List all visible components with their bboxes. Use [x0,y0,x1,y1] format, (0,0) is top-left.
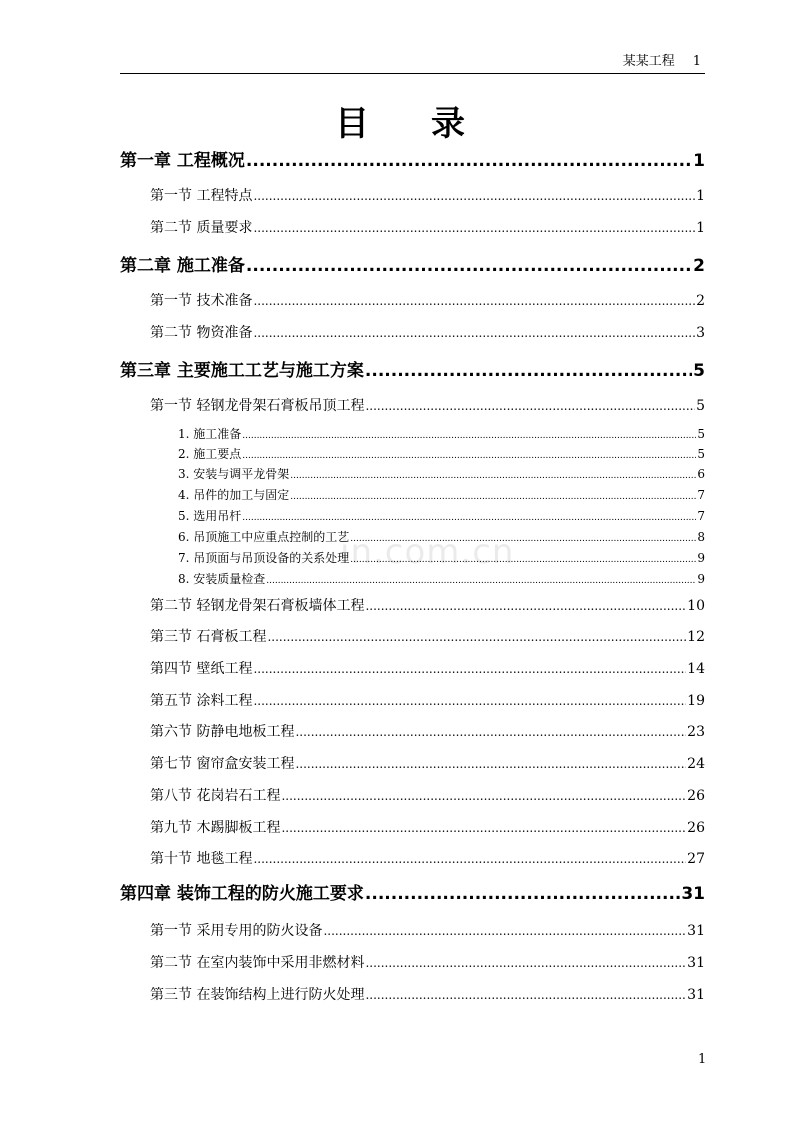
toc-entry-page: 14 [687,661,705,677]
toc-dot-leader [246,150,692,172]
toc-entry-page: 3 [696,325,705,341]
toc-entry-label: 第二节 在室内装饰中采用非燃材料 [150,955,365,971]
toc-dot-leader [290,489,696,505]
toc-dot-leader [267,627,686,647]
toc-entry-label: 6. 吊顶施工中应重点控制的工艺 [178,530,350,544]
toc-entry-label: 3. 安装与调平龙骨架 [178,467,290,481]
toc-entry-page: 31 [687,987,705,1003]
toc-entry[interactable] [150,596,705,616]
toc-dot-leader [365,985,686,1005]
toc-dot-leader [281,786,686,806]
toc-entry-label: 第六节 防静电地板工程 [150,724,295,740]
toc-dot-leader [246,255,692,277]
header-page-number: 1 [692,54,701,69]
toc-entry[interactable] [120,255,705,277]
toc-entry[interactable] [150,818,705,838]
toc-entry[interactable] [120,150,705,172]
toc-dot-leader [295,722,686,742]
toc-entry-label: 8. 安装质量检查 [178,572,266,586]
toc-entry[interactable] [150,754,705,774]
toc-entry-label: 第二章 施工准备 [120,256,245,276]
toc-entry[interactable] [120,360,705,382]
toc-entry-label: 第三节 石膏板工程 [150,629,267,645]
toc-dot-leader [253,291,695,311]
toc-entry[interactable] [150,953,705,973]
toc-entry[interactable] [150,291,705,311]
toc-entry[interactable] [178,426,705,444]
toc-entry-page: 5 [696,398,705,414]
toc-entry-page: 27 [687,851,705,867]
toc-entry-page: 31 [681,884,705,904]
toc-dot-leader [323,921,686,941]
toc-entry[interactable] [120,883,705,905]
toc-entry[interactable] [150,627,705,647]
toc-entry[interactable] [150,985,705,1005]
toc-dot-leader [253,691,686,711]
toc-entry-label: 5. 选用吊杆 [178,509,242,523]
toc-dot-leader [266,573,696,589]
toc-entry[interactable] [150,218,705,238]
toc-dot-leader [365,953,686,973]
toc-entry-page: 10 [687,598,705,614]
toc-entry-page: 5 [693,361,705,381]
toc-entry-page: 9 [697,572,705,586]
toc-dot-leader [365,596,686,616]
toc-entry-label: 1. 施工准备 [178,427,242,441]
toc-dot-leader [242,448,696,464]
toc-entry-label: 第三节 在装饰结构上进行防火处理 [150,987,365,1003]
toc-entry-label: 第八节 花岗岩石工程 [150,788,281,804]
toc-entry-page: 5 [697,427,705,441]
toc-entry-page: 5 [697,447,705,461]
toc-entry-page: 24 [687,756,705,772]
toc-entry-page: 1 [696,188,705,204]
toc-entry-page: 1 [693,151,705,171]
toc-entry[interactable] [150,396,705,416]
toc-entry-page: 8 [697,530,705,544]
toc-entry-page: 6 [697,467,705,481]
toc-entry[interactable] [178,446,705,464]
toc-dot-leader [253,659,686,679]
toc-entry-label: 第一节 工程特点 [150,188,253,204]
toc-entry[interactable] [150,722,705,742]
toc-entry-page: 9 [697,551,705,565]
toc-dot-leader [281,818,686,838]
toc-entry-label: 第一节 轻钢龙骨架石膏板吊顶工程 [150,398,365,414]
toc-dot-leader [253,218,695,238]
toc-entry[interactable] [178,508,705,526]
toc-entry-page: 26 [687,820,705,836]
toc-dot-leader [253,186,695,206]
toc-entry-label: 第二节 物资准备 [150,325,253,341]
toc-dot-leader [365,883,680,905]
toc-dot-leader [253,849,686,869]
toc-entry[interactable] [178,571,705,589]
toc-dot-leader [242,510,696,526]
header-project-name: 某某工程 [622,54,675,69]
toc-entry-page: 1 [696,220,705,236]
toc-entry-label: 第十节 地毯工程 [150,851,253,867]
toc-entry[interactable] [150,659,705,679]
toc-entry-label: 第二节 轻钢龙骨架石膏板墙体工程 [150,598,365,614]
watermark: in.com.cn [340,532,515,572]
toc-entry-label: 7. 吊顶面与吊顶设备的关系处理 [178,551,350,565]
toc-entry-label: 第九节 木踢脚板工程 [150,820,281,836]
toc-entry-label: 2. 施工要点 [178,447,242,461]
toc-entry-label: 第一节 技术准备 [150,293,253,309]
toc-entry[interactable] [150,921,705,941]
toc-entry[interactable] [150,786,705,806]
toc-entry-label: 第四章 装饰工程的防火施工要求 [120,884,364,904]
toc-entry-label: 4. 吊件的加工与固定 [178,488,290,502]
toc-entry[interactable] [178,466,705,484]
toc-entry-label: 第五节 涂料工程 [150,693,253,709]
footer-page-number: 1 [698,1052,707,1067]
toc-dot-leader [253,323,695,343]
toc-dot-leader [295,754,686,774]
toc-entry-page: 12 [687,629,705,645]
toc-entry-label: 第一章 工程概况 [120,151,245,171]
toc-title: 目录 [335,104,527,144]
toc-entry[interactable] [150,186,705,206]
toc-entry-page: 19 [687,693,705,709]
toc-entry-page: 31 [687,955,705,971]
toc-entry[interactable] [150,849,705,869]
toc-entry-label: 第三章 主要施工工艺与施工方案 [120,361,364,381]
toc-entry[interactable] [150,691,705,711]
toc-entry-page: 7 [697,509,705,523]
toc-dot-leader [365,396,695,416]
toc-entry-label: 第二节 质量要求 [150,220,253,236]
toc-entry[interactable] [178,487,705,505]
toc-entry-page: 7 [697,488,705,502]
toc-entry-page: 31 [687,923,705,939]
toc-entry-label: 第一节 采用专用的防火设备 [150,923,323,939]
toc-entry-page: 2 [693,256,705,276]
toc-entry-page: 26 [687,788,705,804]
toc-dot-leader [290,468,696,484]
toc-entry-label: 第四节 壁纸工程 [150,661,253,677]
toc-entry-page: 23 [687,724,705,740]
toc-entry-page: 2 [696,293,705,309]
toc-entry-label: 第七节 窗帘盒安装工程 [150,756,295,772]
toc-dot-leader [365,360,692,382]
toc-dot-leader [242,428,696,444]
toc-entry[interactable] [150,323,705,343]
